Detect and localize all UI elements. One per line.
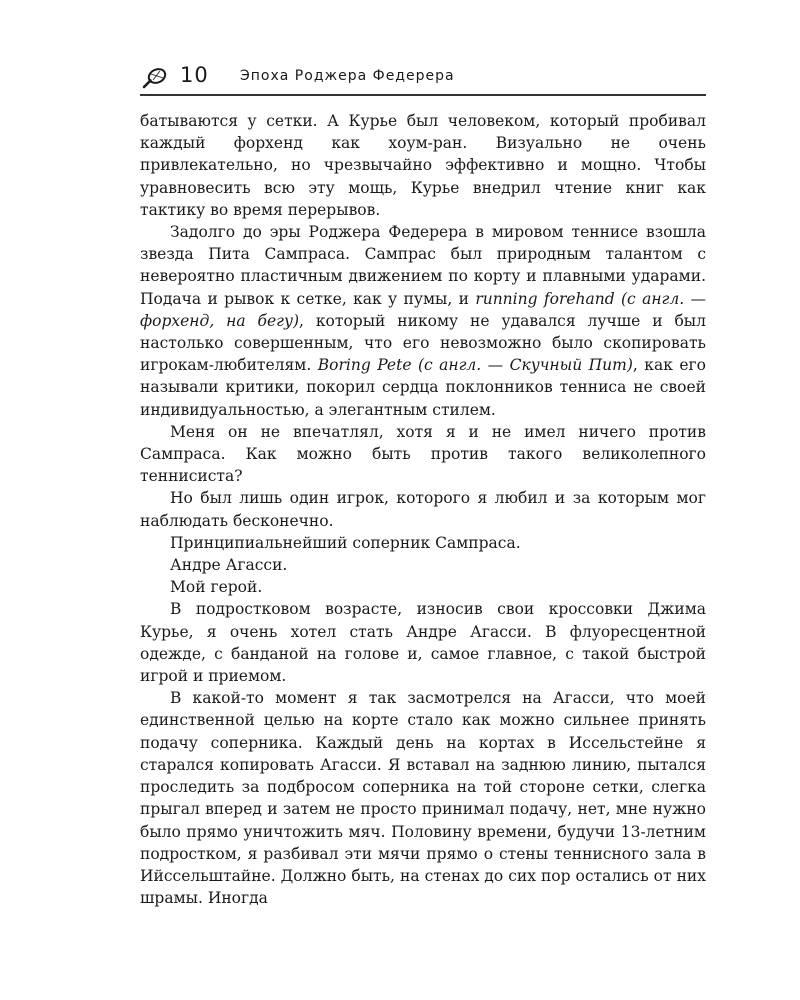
paragraph xyxy=(140,487,706,531)
tennis-racket-icon xyxy=(140,66,168,90)
page-number: 10 xyxy=(180,63,209,87)
paragraph xyxy=(140,110,706,221)
text-segment: В подростковом возрасте, износив свои кроссовки Джима Курье, я очень хотел стать Андре Агасси. В флуоресцентной одежде, с банданой на голове и, самое главное, с такой быстрой игрой и приемом. xyxy=(140,600,706,686)
paragraph xyxy=(140,687,706,909)
page-header xyxy=(140,62,706,96)
text-segment: , который никому не удавался лучше и был настолько совершенным, что его невозможно было скопировать игрокам-любителям. xyxy=(140,311,706,375)
text-segment: батываются у сетки. А Курье был человеком, который пробивал каждый форхенд как хоум-ран. Визуально не очень привлекательно, но чрезвычайно эффективно и мощно. Чтобы уравновесить всю эту мощь, Курье внедрил чтение книг как тактику во время перерывов. xyxy=(140,112,706,219)
running-title: Эпоха Роджера Федерера xyxy=(240,68,455,84)
text-segment: Принципиальнейший соперник Сампраса. xyxy=(170,533,521,552)
paragraph xyxy=(140,532,706,554)
paragraph xyxy=(140,554,706,576)
text-segment: В какой-то момент я так засмотрелся на Агасси, что моей единственной целью на корте стало как можно сильнее принять подачу соперника. Каждый день на кортах в Иссельстейне я старался копировать Агасси. Я вставал на заднюю линию, пытался проследить за подбросом соперника на той стороне сетки, слегка прыгал вперед и затем не просто принимал подачу, нет, мне нужно было прямо уничтожить мяч. Половину времени, будучи 13-летним подростком, я разбивал эти мячи прямо о стены теннисного зала в Ийссельштайне. Должно быть, на стенах до сих пор остались от них шрамы. Иногда xyxy=(140,689,706,908)
paragraph xyxy=(140,421,706,488)
text-segment: Андре Агасси. xyxy=(170,556,288,575)
italic-text: Boring Pete (с англ. — Скучный Пит) xyxy=(317,356,633,375)
body-text xyxy=(140,110,706,909)
paragraph xyxy=(140,221,706,421)
text-segment: , как его называли критики, покорил сердца поклонников тенниса не своей индивидуальностью, а элегантным стилем. xyxy=(140,356,707,419)
header-rule xyxy=(140,94,706,96)
paragraph xyxy=(140,576,706,598)
text-segment: Мой герой. xyxy=(170,578,263,597)
paragraph xyxy=(140,598,706,687)
text-segment: Задолго до эры Роджера Федерера в мировом теннисе взошла звезда Пита Сампраса. Сампрас был природным талантом с невероятно пластичным движением по корту и плавными ударами. Подача и рывок к сетке, как у пумы, и xyxy=(140,223,706,308)
text-segment: Но был лишь один игрок, которого я любил и за которым мог наблюдать бесконечно. xyxy=(140,489,706,530)
text-segment: Меня он не впечатлял, хотя я и не имел ничего против Сампраса. Как можно быть против такого великолепного теннисиста? xyxy=(140,422,706,486)
italic-text: running forehand (с англ. — форхенд, на бегу) xyxy=(140,289,707,330)
